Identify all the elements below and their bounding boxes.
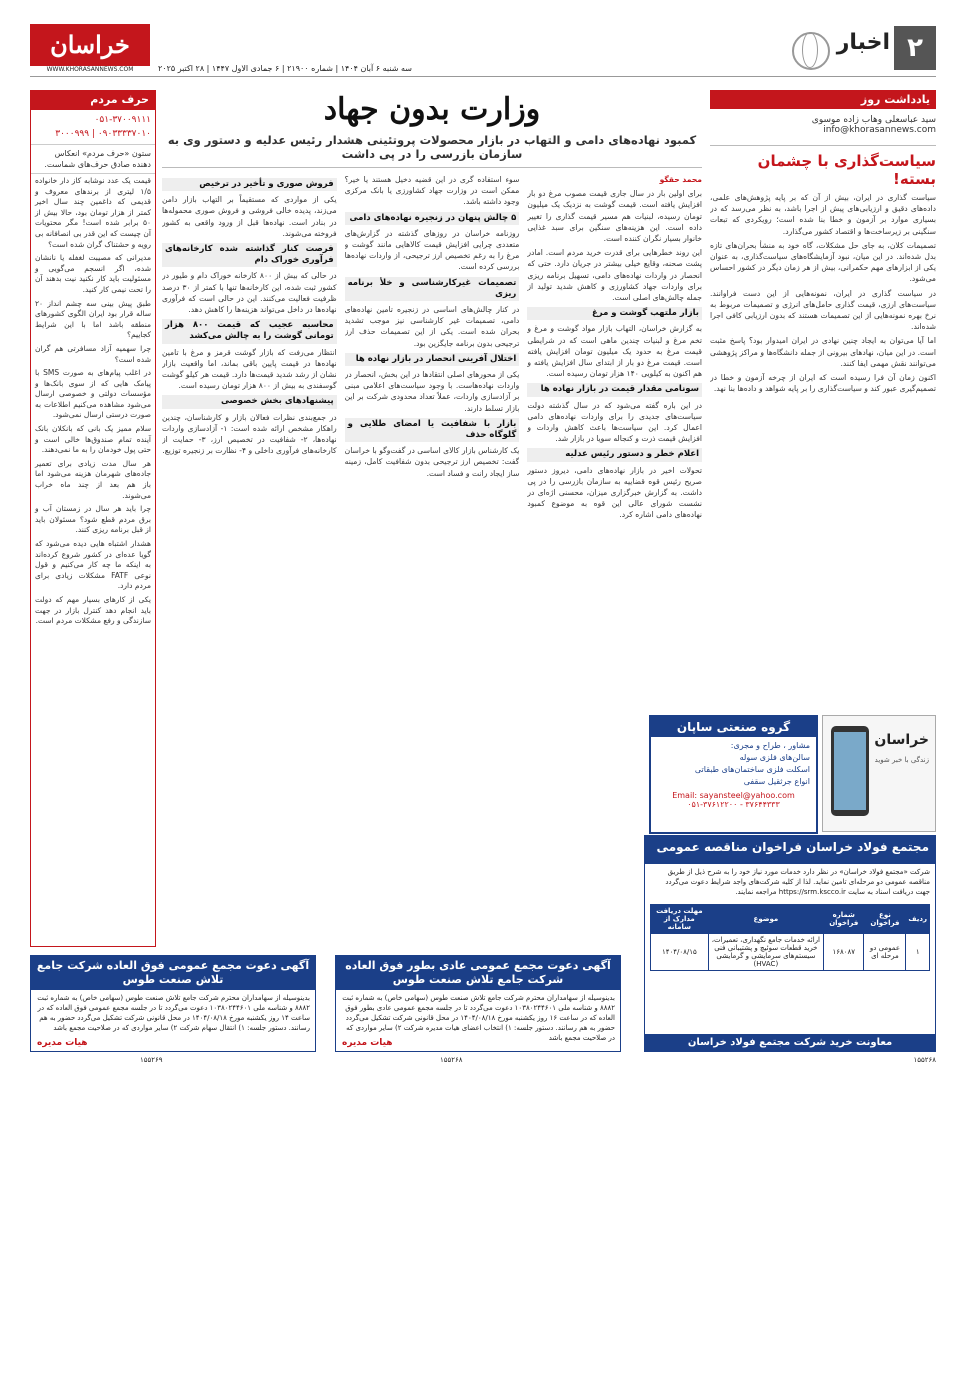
steel-email[interactable]: Email: sayansteel@yahoo.com bbox=[672, 791, 795, 800]
meeting-ad-1-code: ۱۵۵۲۶۸ bbox=[440, 1056, 463, 1064]
section-name: اخبار bbox=[836, 30, 890, 55]
paragraph: اما آیا می‌توان به ایجاد چنین نهادی در ایران امیدوار بود؟ پاسخ مثبت است. در این میان، نهادهای بیرونی از جمله دانشگاه‌ها و مراکز پژوهشی می‌توانند نقش مهمی ایفا کنند. bbox=[710, 336, 936, 368]
paragraph: سوء استفاده گری در این قضیه دخیل هستند یا خیر؟ ممکن است در وزارت جهاد کشاورزی یا بانک مرکزی وجود داشته باشد. bbox=[344, 175, 520, 207]
steel-title: گروه صنعتی ساپان bbox=[651, 717, 816, 737]
article-column-2 bbox=[345, 174, 520, 934]
page-header bbox=[30, 18, 936, 77]
list-item: سلام ممیز یک بانی که بانکلان بانک آینده تمام صندوق‌ها خالی است و حتی پول خودمان را به ما نمی‌دهند. bbox=[35, 424, 151, 455]
paragraph: این روند خطرهایی برای قدرت خرید مردم است. امادر پشت صحنه، وقایع خیلی بیشتر در جریان دارد. حتی که انحصار در واردات نهاده‌های دامی، تسهیل برنامه ریزی برای واردات جهاد کشاورزی و کاهش شدید تولید از جمله چالش‌های اصلی است. bbox=[527, 248, 702, 303]
tender-ad[interactable] bbox=[644, 835, 936, 1052]
subheading: پیشنهادهای بخش خصوصی bbox=[162, 395, 337, 408]
subheading: فروش صوری و تأخیر در ترخیص bbox=[162, 178, 337, 191]
article-author: محمد حقگو bbox=[659, 175, 702, 184]
table-row bbox=[651, 934, 930, 971]
table-header: نوع فراخوان bbox=[864, 905, 906, 934]
contact-sms: ۳۰۰۰۹۹۹ | ۰۹۰۳۳۳۳۷۰۱۰ bbox=[55, 129, 151, 139]
paragraph: یکی از محورهای اصلی انتقادها در این بخش، انحصار در واردات نهاده‌هاست. با وجود سیاست‌های اعلامی مبنی بر آزادسازی واردات، عملاً تعداد محدودی شرکت بر این بازار تسلط دارند. bbox=[344, 370, 520, 413]
editorial-body bbox=[710, 192, 936, 672]
tender-body: شرکت «مجتمع فولاد خراسان» در نظر دارد خدمات مورد نیاز خود را به شرح ذیل از طریق مناقصه عمومی دو مرحله‌ای تامین نماید. لذا از کلیه شرکت‌های واجد شرایط دعوت می‌گردد جهت دریافت اسناد به سایت https://srm.kscco.ir مراجعه نمایند. bbox=[665, 868, 930, 896]
people-voice-column bbox=[30, 90, 156, 947]
magazine-ad[interactable] bbox=[822, 715, 936, 832]
subheading: تصمیمات غیرکارشناسی و خلأ برنامه ریزی bbox=[345, 277, 520, 301]
meeting-ad-2-code: ۱۵۵۲۶۹ bbox=[140, 1056, 163, 1064]
subheading: فرصت کنار گذاشته شده کارخانه‌های فرآوری خوراک دام bbox=[162, 243, 337, 267]
paragraph: در جمع‌بندی نظرات فعالان بازار و کارشناسان، چندین راهکار مشخص ارائه شده است: ۱- آزادسازی واردات نهاده‌ها، ۲- شفافیت در تخصیص ارز، ۳- حمایت از کارخانه‌های فرآوری داخلی و ۴- نظارت بر زنجیره توزیع. bbox=[161, 412, 337, 456]
paragraph: در این باره گفته می‌شود که در سال گذشته دولت سیاست‌های جدیدی را برای واردات نهاده‌های دامی اعمال کرد. این سیاست‌ها باعث کاهش واردات و افزایش قیمت ذرت و کنجاله سویا در بازار شد. bbox=[527, 400, 702, 444]
paragraph: تحولات اخیر در بازار نهاده‌های دامی، دیروز دستور صریح رئیس قوه قضاییه به سازمان بازرسی را در پی داشت. به گزارش خبرگزاری میزان، محسنی اژه‌ای در نشست شورای عالی این قوه به موضوع کمبود نهاده‌های دامی اشاره کرد. bbox=[527, 465, 702, 520]
paragraph: در سیاست گذاری در ایران، نمونه‌هایی از این دست فراوانند. سیاست‌های ارزی، قیمت گذاری حامل‌های انرژی و تصمیمات مربوط به نرخ بهره نمونه‌هایی از این تصمیمات هستند که بدون ارزیابی کافی اجرا شده‌اند. bbox=[710, 288, 936, 332]
subheading: بازار با شفافیت یا امضای طلایی و گلوگاه حذف bbox=[345, 418, 520, 442]
steel-services bbox=[651, 737, 816, 791]
table-cell: ۱ bbox=[906, 934, 930, 971]
tender-heading: مجتمع فولاد خراسان فراخوان مناقصه عمومی bbox=[645, 836, 935, 864]
magazine-title: خراسان bbox=[874, 732, 929, 748]
list-item: مشاور ، طراح و مجری: bbox=[730, 741, 810, 750]
list-item: اسکلت فلزی ساختمان‌های طبقاتی bbox=[694, 765, 810, 774]
article-column-3 bbox=[162, 174, 337, 934]
list-item: طبق پیش بینی سه چشم انداز ۲۰ ساله قرار بود ایران الگوی کشورهای منطقه باشد اما با این شرایط کجاییم؟ bbox=[35, 298, 151, 340]
table-header: ردیف bbox=[906, 905, 930, 934]
article-lead: کمبود نهاده‌های دامی و التهاب در بازار محصولات پروتئینی هشدار رئیس عدلیه و دستور وی به سازمان بازرسی را در پی داشت bbox=[162, 133, 702, 168]
table-header: موضوع bbox=[708, 905, 823, 934]
paragraph: به گزارش خراسان، التهاب بازار مواد گوشت و مرغ و تخم مرغ و لبنیات چندین ماهی است که در شرایطی قیمت مرغ به حدود یک میلیون تومان افزایش یافته است. قیمت مرغ دو بار از ابتدای سال افزایش یافته و هم اکنون به کیلویی ۱۴۰ هزار تومان رسیده است. bbox=[527, 324, 702, 379]
article-title: وزارت بدون جهاد bbox=[323, 92, 541, 127]
paragraph: روزنامه خراسان در روزهای گذشته در گزارش‌های متعددی چرایی افزایش قیمت کالاهایی مانند گوشت و مرغ را به رغم تخصیص ارز ترجیحی، از واردات نهاده‌ها بررسی کرده است. bbox=[344, 228, 520, 272]
table-header: شماره فراخوان bbox=[824, 905, 864, 934]
meeting-ad-1[interactable] bbox=[335, 955, 621, 1052]
list-item: هشدار اشتباه هایی دیده می‌شود که گویا عده‌ای در کشور شروع کرده‌اند به اینکه ما چه کار می‌کنیم و قول نوعی FATF مشکلات زیادی برای مردم دارد. bbox=[35, 539, 152, 591]
meeting-ad-1-heading: آگهی دعوت مجمع عمومی عادی بطور فوق العاده شرکت جامع تلاش صنعت طوس bbox=[336, 956, 620, 990]
list-item: مدیرانی که مصیبت لغفله یا نانشان شده، اگر انسجم‌ می‌گویی و مسئولیت باید کار نکنید نیت بدهند آن را تحت نیمی کار کنید. bbox=[35, 253, 151, 294]
people-voice-note: ستون «حرف مردم» انعکاس دهنده صادق حرف‌های شماست. bbox=[31, 145, 155, 174]
meeting-ad-1-body: بدینوسیله از سهامداران محترم شرکت جامع تلاش صنعت طوس (سهامی خاص) به شماره ثبت ۸۸۸۲ و شناسه ملی ۱۰۳۸۰۲۴۴۶۰۱ دعوت می‌گردد تا در جلسه مجمع عمومی عادی بطور فوق العاده که در ساعت ۱۶ روز یکشنبه مورخ ۱۴۰۴/۰۸/۱۸ در محل قانونی شرکت تشکیل می‌گردد حضور به هم رسانند. دستور جلسه: ۱) انتخاب اعضای هیات مدیره شرکت ۲) سایر مواردی که در صلاحیت مجمع باشد bbox=[342, 994, 615, 1042]
paragraph: اکنون زمان آن فرا رسیده است که ایران از چرخه آزمون و خطا در تصمیم‌گیری عبور کند و سیاست‌گذاری را بر پایه شواهد و داده‌ها بنا نهد. bbox=[710, 373, 936, 394]
meeting-ad-2[interactable] bbox=[30, 955, 316, 1052]
tender-code: ۱۵۵۲۶۸ bbox=[913, 1056, 936, 1064]
subheading: سونامی مقدار قیمت در بازار نهاده ها bbox=[527, 383, 702, 396]
list-item: انواع جرثقیل سقفی bbox=[743, 777, 810, 786]
subheading: ۵ چالش پنهان در زنجیره نهاده‌های دامی bbox=[345, 212, 520, 225]
subheading: اختلال آفرینی انحصار در بازار نهاده ها bbox=[345, 353, 520, 366]
meeting-ad-2-body: بدینوسیله از سهامداران محترم شرکت جامع تلاش صنعت طوس (سهامی خاص) به شماره ثبت ۸۸۸۲ و شناسه ملی ۱۰۳۸۰۲۴۴۶۰۱ دعوت می‌گردد تا در جلسه مجمع عمومی فوق العاده که در ساعت ۱۴ روز یکشنبه مورخ ۱۴۰۴/۰۸/۱۸ در محل قانونی شرکت تشکیل می‌گردد حضور به هم رسانند. دستور جلسه: ۱) انتقال سهام شرکت ۲) سایر مواردی که در صلاحیت مجمع باشد bbox=[37, 994, 310, 1032]
paragraph: یکی از مواردی که مستقیماً بر التهاب بازار دامن می‌زند، پدیده خالی فروشی و فروش صوری محموله‌ها در بنادر است. نهاده‌ها قبل از ورود واقعی به کشور فروخته می‌شوند. bbox=[161, 195, 337, 238]
table-cell: عمومی دو مرحله ای bbox=[864, 934, 906, 971]
editorial-author: سید عباسعلی وهاب زاده موسوی bbox=[811, 115, 936, 125]
table-cell: ۱۶۸۰۸۷ bbox=[824, 934, 864, 971]
list-item: یکی از کارهای بسیار مهم که دولت باید انجام دهد کنترل بازار در جهت سازندگی و رفع مشکلات مردم است. bbox=[35, 594, 151, 626]
tender-table bbox=[650, 904, 930, 971]
subheading: محاسبه عجیب که قیمت ۸۰۰ هزار تومانی گوشت را به چالش می‌کشد bbox=[162, 319, 337, 343]
paragraph: تصمیمات کلان، به جای حل مشکلات، گاه خود به منشأ بحران‌های تازه بدل شده‌اند. در این میان، نبود آزمایشگاه‌های سیاست‌گذاری، به عنوان یکی از ابزارهای مهم حکمرانی، بیش از هر زمان دیگر در کشور احساس می‌شود. bbox=[710, 240, 936, 284]
tender-footer: معاونت خرید شرکت مجتمع فولاد خراسان bbox=[645, 1034, 935, 1051]
logo-url[interactable]: WWW.KHORASANNEWS.COM bbox=[46, 66, 134, 73]
meeting-ad-2-heading: آگهی دعوت مجمع عمومی فوق العاده شرکت جامع تلاش صنعت طوس bbox=[31, 956, 315, 990]
editorial-tag: یادداشت روز bbox=[710, 90, 936, 109]
people-voice-items bbox=[31, 174, 155, 632]
table-header: مهلت دریافت مدارک از سامانه bbox=[651, 905, 709, 934]
list-item: قیمت یک عدد نوشابه کاز دار خانواده ۱/۵ لیتری از برندهای معروف و قدیمی که داغمین چند سال اخیر کمتر از هزار تومان بود، حالا بیش از ۵۰ برابر شده است! مگر محتویات آن چیست که این قدر بی انصافانه بی رویه و حشتناک گران شده است؟ bbox=[35, 176, 151, 249]
phone-icon bbox=[831, 726, 869, 816]
main-article bbox=[162, 90, 702, 945]
magazine-subtitle: زندگی با خبر شوید bbox=[874, 756, 929, 764]
table-cell: ارائه خدمات جامع نگهداری، تعمیرات، خرید قطعات سوئیچ و پشتیبانی فنی سیستم‌های سرمایشی و گرمایشی (HVAC) bbox=[708, 934, 823, 971]
dateline: سه شنبه ۶ آبان ۱۴۰۴ | شماره ۲۱۹۰۰ | ۶ جمادی الاول ۱۴۴۷ | ۲۸ اکتبر ۲۰۲۵ bbox=[158, 64, 412, 73]
globe-icon bbox=[792, 32, 830, 70]
list-item: چرا سهمیه آزاد مسافرتی هم گران شده است؟ bbox=[35, 343, 151, 364]
list-item: در اغلب پیام‌های به صورت SMS با پیامک هایی که از سوی بانک‌ها و مؤسسات دولتی و خصوصی ارسال می‌شود مشاهده می‌کنیم اطلاعات به صورت درستی ارسال نمی‌شود. bbox=[35, 368, 151, 420]
steel-phone: ۰۵۱-۳۷۶۱۲۲۰۰ - ۳۷۶۴۴۳۳۳ bbox=[687, 800, 780, 809]
subheading: اعلام خطر و دستور رئیس عدلیه bbox=[527, 448, 702, 461]
meeting-ad-1-footer: هیات مدیره bbox=[342, 1038, 393, 1048]
subheading: بازار ملتهب گوشت و مرغ bbox=[527, 307, 702, 320]
meeting-ad-2-footer: هیات مدیره bbox=[37, 1038, 88, 1048]
editorial-email[interactable]: info@khorasannews.com bbox=[823, 125, 936, 135]
list-item: سالن‌های فلزی سوله bbox=[739, 753, 810, 762]
table-cell: ۱۴۰۴/۰۸/۱۵ bbox=[651, 934, 709, 971]
paragraph: سیاست گذاری در ایران، بیش از آن که بر پایه پژوهش‌های علمی، داده‌های دقیق و ارزیابی‌های پیش از اجرا باشد، به نظر می‌رسد که در بسیاری موارد بر آزمون و خطا بنا شده است؛ رویکردی که تبعات سنگینی بر زیرساخت‌ها و اقتصاد کشور می‌گذارد. bbox=[710, 193, 936, 236]
list-item: هر سال مدت زیادی برای تعمیر جاده‌های شهرمان هزینه می‌شود اما باز هم بعد از چند ماه خراب می‌شوند. bbox=[35, 458, 151, 500]
steel-company-ad[interactable] bbox=[649, 715, 818, 834]
section-number: ۲ bbox=[894, 26, 936, 70]
list-item: چرا باید هر سال در زمستان آب و برق مردم قطع شود؟ مسئولان باید از قبل برنامه ریزی کنند. bbox=[35, 504, 151, 535]
contact-phone: ۰۵۱-۳۷۰۰۹۱۱۱ bbox=[94, 115, 151, 125]
people-voice-contact bbox=[31, 110, 155, 145]
paragraph: در حالی که بیش از ۸۰۰ کارخانه خوراک دام و طیور در کشور ثبت شده، این کارخانه‌ها تنها با کمتر از ۳۰ درصد ظرفیت فعالیت می‌کنند. این در حالی است که فرآوری نهاده‌ها در داخل می‌تواند هزینه‌ها را کاهش دهد. bbox=[161, 271, 337, 315]
article-columns bbox=[162, 174, 702, 934]
paragraph: یک کارشناس بازار کالای اساسی در گفت‌وگو با خراسان گفت: تخصیص ارز ترجیحی بدون شفافیت کامل، زمینه ساز ایجاد رانت و فساد است. bbox=[344, 446, 520, 478]
people-voice-title: حرف مردم bbox=[31, 91, 155, 110]
newspaper-logo[interactable]: خراسان bbox=[30, 24, 150, 66]
editorial-column bbox=[710, 90, 936, 700]
paragraph: برای اولین بار در سال جاری قیمت مصوب مرغ دو بار افزایش یافته است. قیمت گوشت به نزدیک یک میلیون تومان رسیده، لبنیات هم مسیر قیمت گذاری را تغییر داده است. این هزینه‌های سنگین برای سبد غذایی خانوار بسیار نگران کننده است. bbox=[527, 189, 702, 244]
paragraph: در کنار چالش‌های اساسی در زنجیره تامین نهاده‌های دامی، تصمیمات غیر کارشناسی نیز موجب تشدید بحران شده است. یکی از این تصمیمات حذف ارز ترجیحی بدون برنامه جایگزین بود. bbox=[344, 305, 520, 348]
editorial-headline: سیاست‌گذاری با چشمان بسته! bbox=[710, 145, 936, 188]
paragraph: انتظار می‌رفت که بازار گوشت قرمز و مرغ با تامین نهاده‌ها در قیمت پایین باقی بماند، اما واقعیت بازار نشان از رشد شدید قیمت‌ها دارد. قیمت هر کیلو گوشت گوسفندی به بیش از ۸۰۰ هزار تومان رسیده است. bbox=[161, 347, 337, 391]
